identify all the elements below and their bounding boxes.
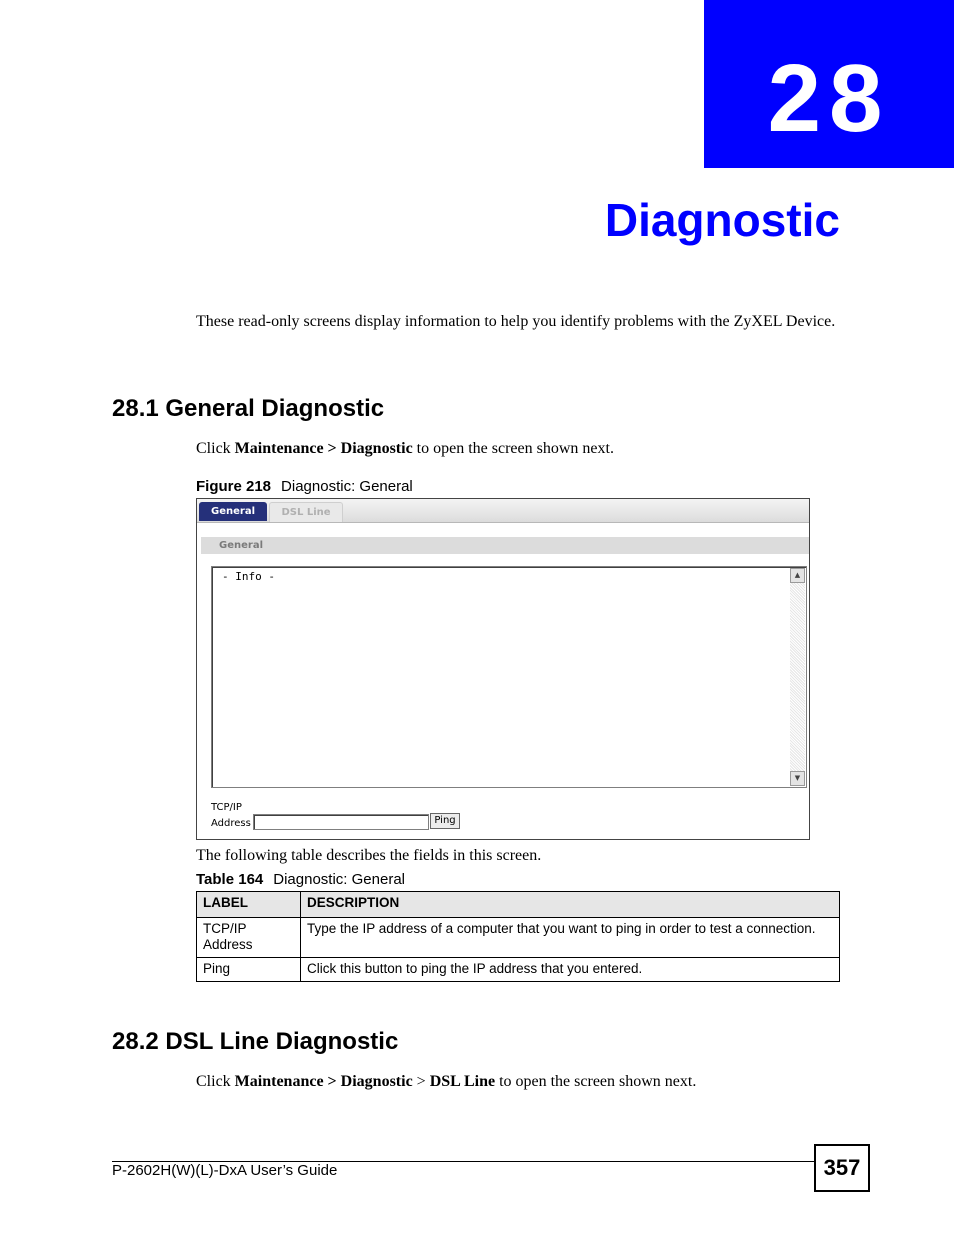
section-instruction-general: Click Maintenance > Diagnostic to open the screen shown next. [196,440,614,457]
chapter-number: 28 [767,45,891,152]
table-header-label: LABEL [197,892,301,918]
menu-path: Maintenance > Diagnostic [234,440,413,457]
table-header-row [197,892,840,918]
field-description-table [196,891,840,982]
menu-path-dsl-line: DSL Line [429,1073,496,1090]
table-header-description: DESCRIPTION [301,892,840,918]
info-text-area[interactable] [211,566,807,788]
section-title-bar: General [201,537,809,554]
table-caption: Table 164 Diagnostic: General [196,871,405,888]
tab-bar [197,499,809,523]
info-text: - Info - [222,570,275,583]
vertical-scrollbar[interactable] [790,568,805,786]
tcpip-address-input[interactable] [253,814,429,830]
chapter-title: Diagnostic [604,194,840,246]
table-cell-label: TCP/IP Address [197,918,301,958]
table-cell-description: Type the IP address of a computer that you want to ping in order to test a connection. [301,918,840,958]
section-instruction-dsl-line: Click Maintenance > Diagnostic > DSL Line to open the screen shown next. [196,1073,697,1090]
page-number: 357 [814,1144,870,1192]
tab-dsl-line[interactable]: DSL Line [269,502,343,522]
section-heading-dsl-line: 28.2 DSL Line Diagnostic [112,1028,399,1055]
tab-general[interactable]: General [199,502,267,521]
footer-guide-title: P-2602H(W)(L)-DxA User’s Guide [112,1162,338,1179]
scroll-up-arrow-icon[interactable]: ▲ [790,568,805,583]
table-row [197,958,840,982]
scroll-down-arrow-icon[interactable]: ▼ [790,771,805,786]
table-cell-description: Click this button to ping the IP address that you entered. [301,958,840,982]
tcpip-address-label: TCP/IP Address [211,802,251,829]
figure-caption: Figure 218 Diagnostic: General [196,478,413,495]
diagnostic-general-screenshot [196,498,810,840]
table-row [197,918,840,958]
menu-path: Maintenance > Diagnostic [234,1073,413,1090]
chapter-intro: These read-only screens display information to help you identify problems with the ZyXEL Device. [196,313,836,330]
table-cell-label: Ping [197,958,301,982]
section-heading-general: 28.1 General Diagnostic [112,395,385,422]
table-intro: The following table describes the fields in this screen. [196,847,542,864]
ping-button[interactable]: Ping [430,813,460,829]
